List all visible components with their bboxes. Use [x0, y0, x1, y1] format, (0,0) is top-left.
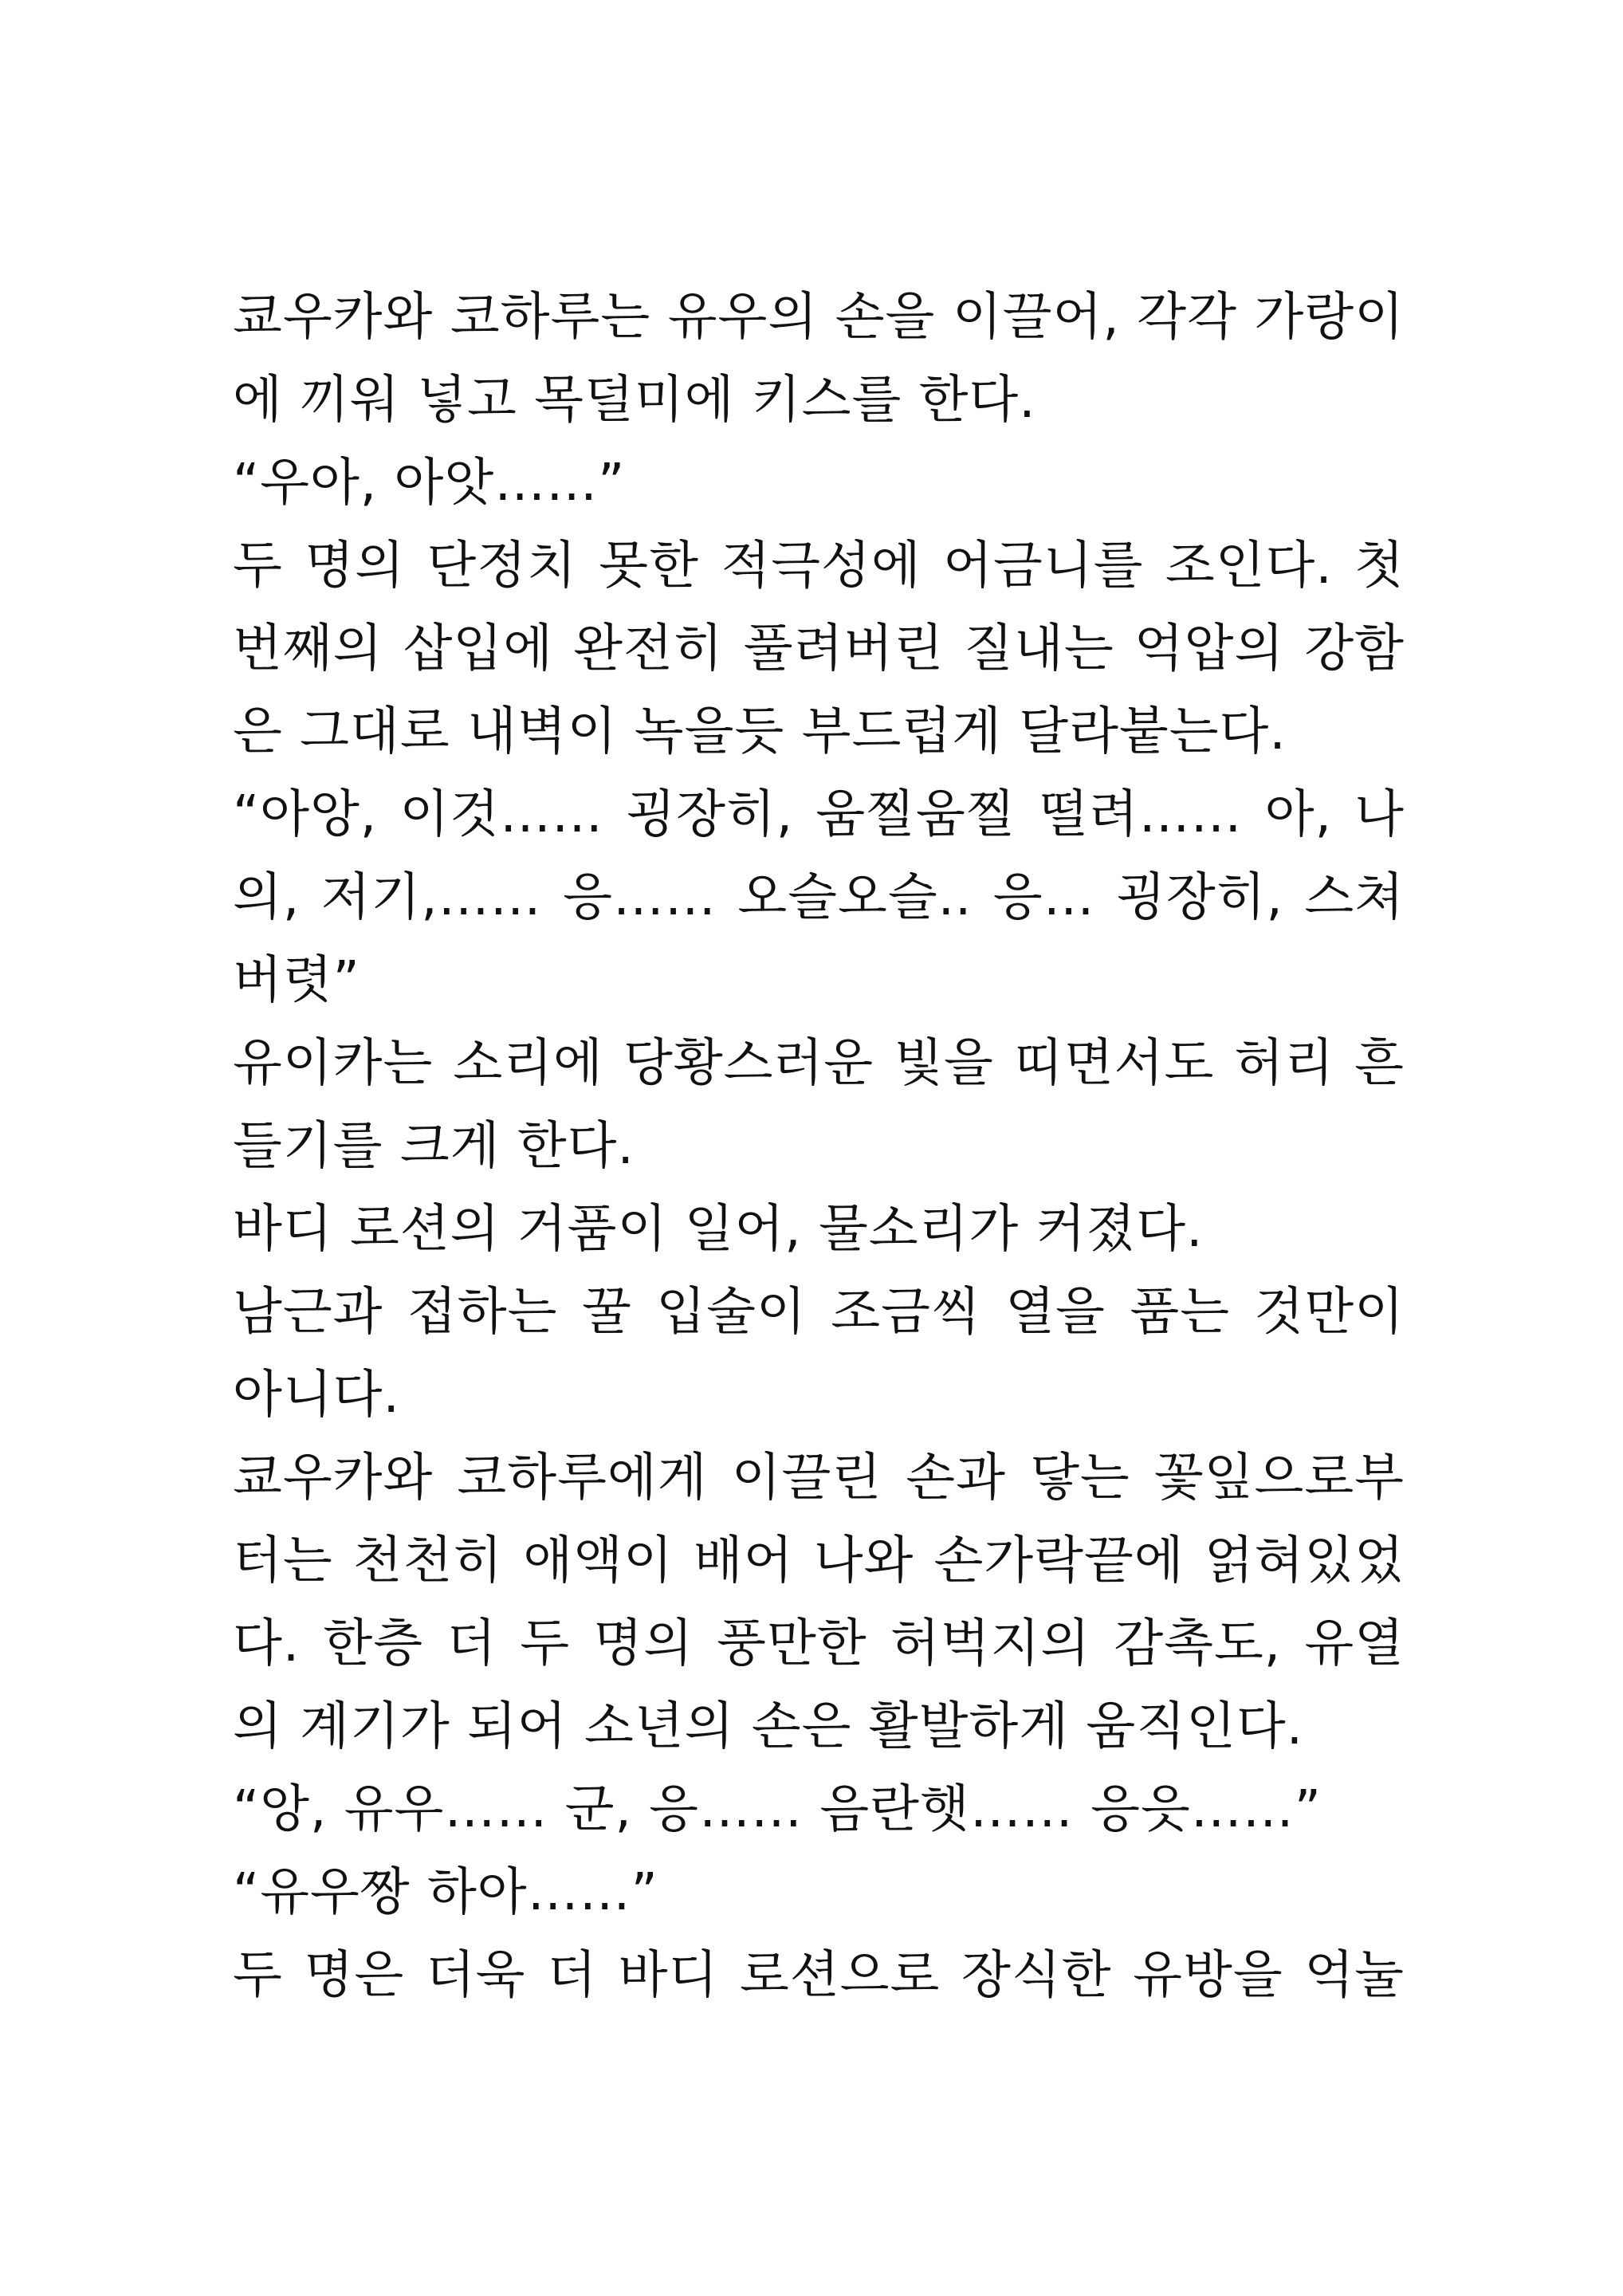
body-text: [233, 276, 1405, 2017]
text-line: 아니다.: [233, 1366, 400, 1425]
text-line: 다. 한층 더 두 명의 풍만한 허벅지의 감촉도, 유열: [233, 1614, 1405, 1673]
text-line: 바디 로션의 거품이 일어, 물소리가 커졌다.: [233, 1200, 1204, 1259]
text-line: 의 계기가 되어 소년의 손은 활발하게 움직인다.: [233, 1697, 1304, 1756]
text-line: 두 명은 더욱 더 바디 로션으로 장식한 유방을 억눌: [233, 1946, 1405, 2005]
text-line: “우아, 아앗……”: [233, 454, 626, 513]
text-line: “아앙, 이것…… 굉장히, 움찔움찔 떨려…… 아, 나: [233, 785, 1405, 844]
text-line: 들기를 크게 한다.: [233, 1117, 635, 1176]
text-line: 번째의 삽입에 완전히 풀려버린 질내는 억압의 강함: [233, 619, 1405, 678]
text-line: 에 끼워 넣고 목덜미에 키스를 한다.: [233, 371, 1036, 430]
text-line: 유이카는 소리에 당황스러운 빛을 띠면서도 허리 흔: [233, 1034, 1405, 1093]
text-line: “유우짱 하아……”: [233, 1863, 658, 1922]
text-line: 의, 저기,…… 응…… 오슬오슬.. 응… 굉장히, 스쳐: [233, 868, 1405, 927]
text-line: 쿄우카와 코하루는 유우의 손을 이끌어, 각각 가랑이: [233, 288, 1405, 347]
text-line: 터는 천천히 애액이 배어 나와 손가락끝에 얽혀있었: [233, 1531, 1405, 1590]
text-line: 버렷”: [233, 951, 360, 1010]
text-line: 은 그대로 내벽이 녹을듯 부드럽게 달라붙는다.: [233, 702, 1287, 761]
text-line: 쿄우카와 코하루에게 이끌린 손과 닿는 꽃잎으로부: [233, 1449, 1405, 1508]
text-line: 두 명의 단정치 못한 적극성에 어금니를 조인다. 첫: [233, 537, 1405, 596]
text-line: “앙, 유우…… 군, 응…… 음란햇…… 응읏……”: [233, 1780, 1322, 1839]
text-line: 남근과 접하는 꿀 입술이 조금씩 열을 품는 것만이: [233, 1283, 1405, 1342]
